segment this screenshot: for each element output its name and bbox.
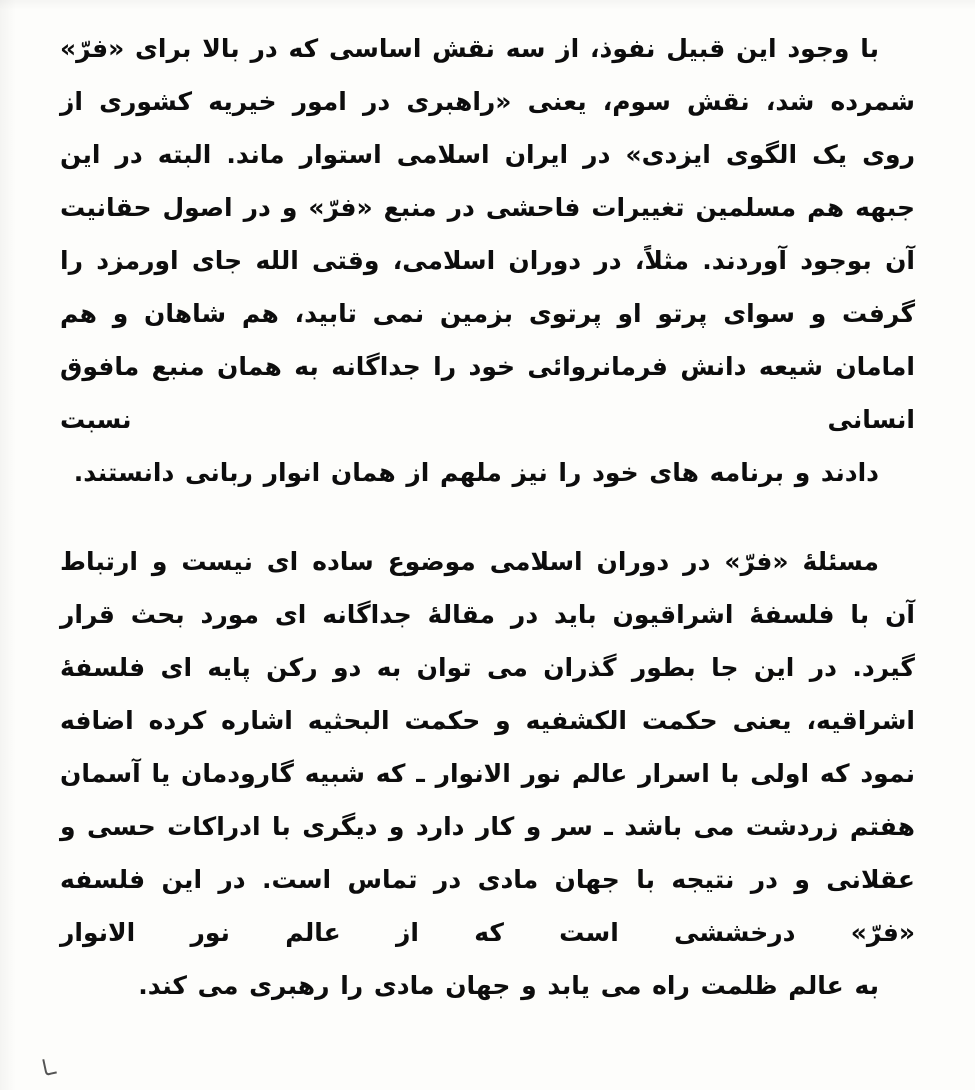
text-line: دادند و برنامه های خود را نیز ملهم از همان انوار ربانی دانستند. <box>73 458 879 487</box>
page-edge-shadow-left <box>0 0 16 1090</box>
text-line: با وجود این قبیل نفوذ، از سه نقش اساسی که در بالا برای «فرّ» <box>60 34 879 63</box>
text-line: یک الگوی ایزدی» در ایران اسلامی استوار ماند. البته در این جبهه هم <box>60 140 915 222</box>
paragraph-2 <box>60 535 915 1012</box>
text-line: سوای پرتو او پرتوی بزمین نمی تابید، هم شاهان و هم امامان شیعه <box>60 299 915 381</box>
text-line: شمرده شد، نقش سوم، یعنی «راهبری در امور خیریه کشوری از روی <box>60 87 915 169</box>
text-line: به عالم ظلمت راه می یابد و جهان مادی را رهبری می کند. <box>138 971 879 1000</box>
text-line: الکشفیه و حکمت البحثیه اشاره کرده اضافه نمود که اولی با اسرار عالم <box>60 706 915 788</box>
text-line: آوردند. مثلاً، در دوران اسلامی، وقتی الله جای اورمزد را گرفت و <box>60 246 915 328</box>
paragraph-1 <box>60 22 915 499</box>
page-edge-shadow-top <box>0 0 975 10</box>
text-line: نور الانوار ـ که شبیه گارودمان یا آسمان هفتم زردشت می باشد ـ سر و <box>60 759 915 841</box>
text-line: جا بطور گذران می توان به دو رکن پایه ای فلسفهٔ اشراقیه، یعنی حکمت <box>60 653 915 735</box>
page-text-body <box>60 22 915 1022</box>
text-line: دانش فرمانروائی خود را جداگانه به همان منبع مافوق انسانی نسبت <box>60 352 915 434</box>
scan-artifact-mark: ـا <box>39 1054 58 1083</box>
text-line: کار دارد و دیگری با ادراکات حسی و عقلانی و در نتیجه با جهان مادی <box>60 812 915 894</box>
text-line: مسئلهٔ «فرّ» در دوران اسلامی موضوع ساده ای نیست و ارتباط آن <box>60 547 915 629</box>
text-line: در تماس است. در این فلسفه «فرّ» درخششی است که از عالم نور الانوار <box>60 865 915 947</box>
text-line: با فلسفهٔ اشراقیون باید در مقالهٔ جداگانه ای مورد بحث قرار گیرد. در این <box>60 600 915 682</box>
text-line: مسلمین تغییرات فاحشی در منبع «فرّ» و در اصول حقانیت آن بوجود <box>60 193 915 275</box>
paragraph-spacer <box>60 509 915 535</box>
